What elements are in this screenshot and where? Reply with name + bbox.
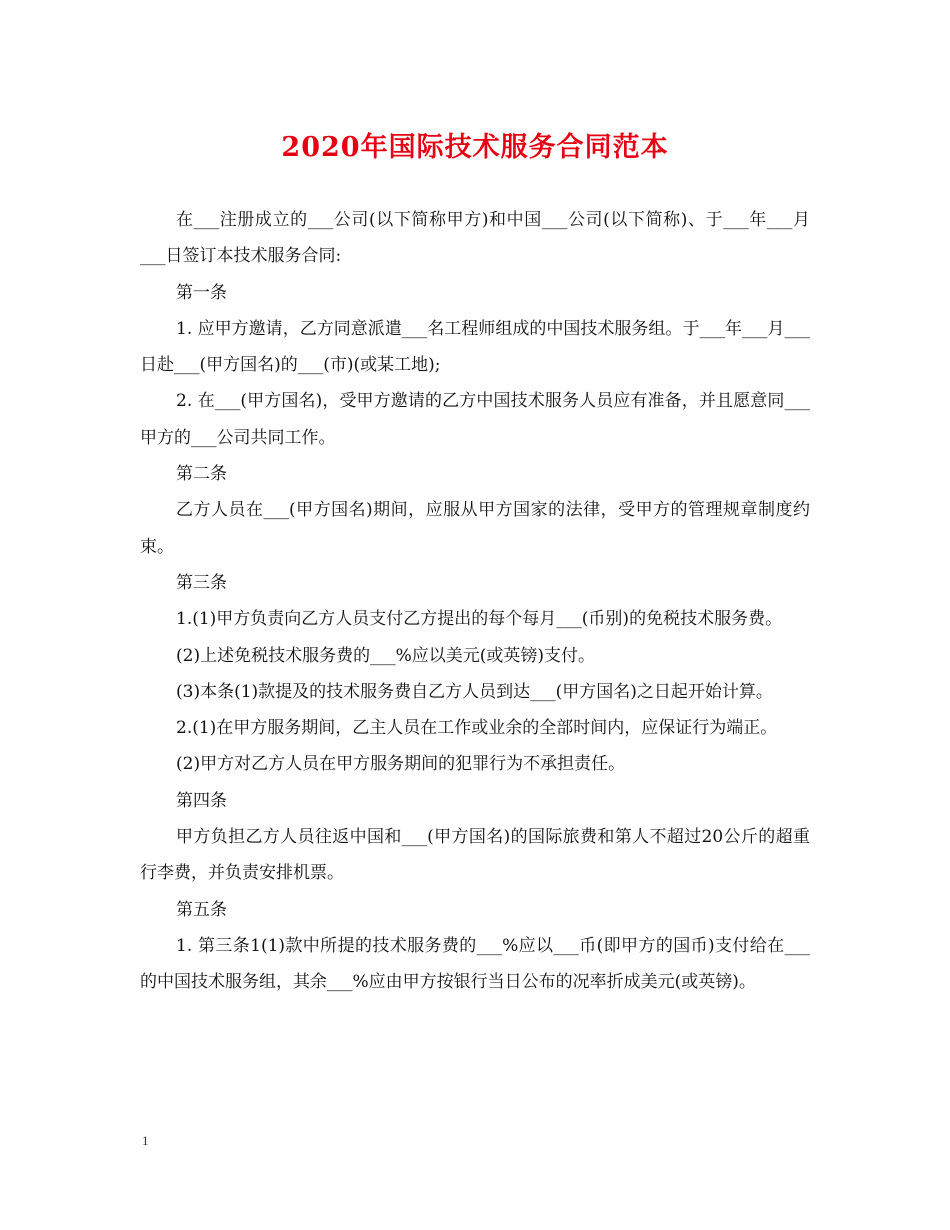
paragraph: 1. 应甲方邀请，乙方同意派遣___名工程师组成的中国技术服务组。于___年___月___日赴___(甲方国名)的___(市)(或某工地); — [140, 318, 810, 376]
paragraph: (2)甲方对乙方人员在甲方服务期间的犯罪行为不承担责任。 — [176, 754, 626, 775]
article-heading-3: 第三条 — [176, 572, 227, 593]
paragraph: 甲方负担乙方人员往返中国和___(甲方国名)的国际旅费和第人不超过20公斤的超重行李费，并负责安排机票。 — [140, 827, 810, 884]
paragraph: 2. 在___(甲方国名)，受甲方邀请的乙方中国技术服务人员应有准备，并且愿意同___甲方的___公司共同工作。 — [140, 391, 810, 448]
paragraph: (2)上述免税技术服务费的___%应以美元(或英镑)支付。 — [176, 645, 595, 666]
paragraph: 1.(1)甲方负责向乙方人员支付乙方提出的每个每月___(币别)的免税技术服务费。 — [176, 609, 783, 630]
article-heading-1: 第一条 — [176, 282, 227, 303]
page-number: 1 — [142, 1133, 149, 1148]
article-heading-2: 第二条 — [176, 464, 227, 485]
article-heading-5: 第五条 — [176, 899, 227, 920]
paragraph: (3)本条(1)款提及的技术服务费自乙方人员到达___(甲方国名)之日起开始计算。 — [176, 681, 773, 702]
paragraph: 2.(1)在甲方服务期间，乙主人员在工作或业余的全部时间内，应保证行为端正。 — [176, 718, 778, 739]
paragraph-preamble: 在___注册成立的___公司(以下简称甲方)和中国___公司(以下简称)、于___年___月___日签订本技术服务合同: — [140, 210, 810, 267]
document-body — [140, 202, 810, 1001]
paragraph: 乙方人员在___(甲方国名)期间，应服从甲方国家的法律，受甲方的管理规章制度约束。 — [140, 500, 810, 557]
article-heading-4: 第四条 — [176, 790, 227, 811]
document-title: 2020年国际技术服务合同范本 — [281, 132, 669, 163]
paragraph: 1. 第三条1(1)款中所提的技术服务费的___%应以___币(即甲方的国币)支付给在___的中国技术服务组，其余___%应由甲方按银行当日公布的况率折成美元(或英镑)。 — [140, 935, 810, 993]
